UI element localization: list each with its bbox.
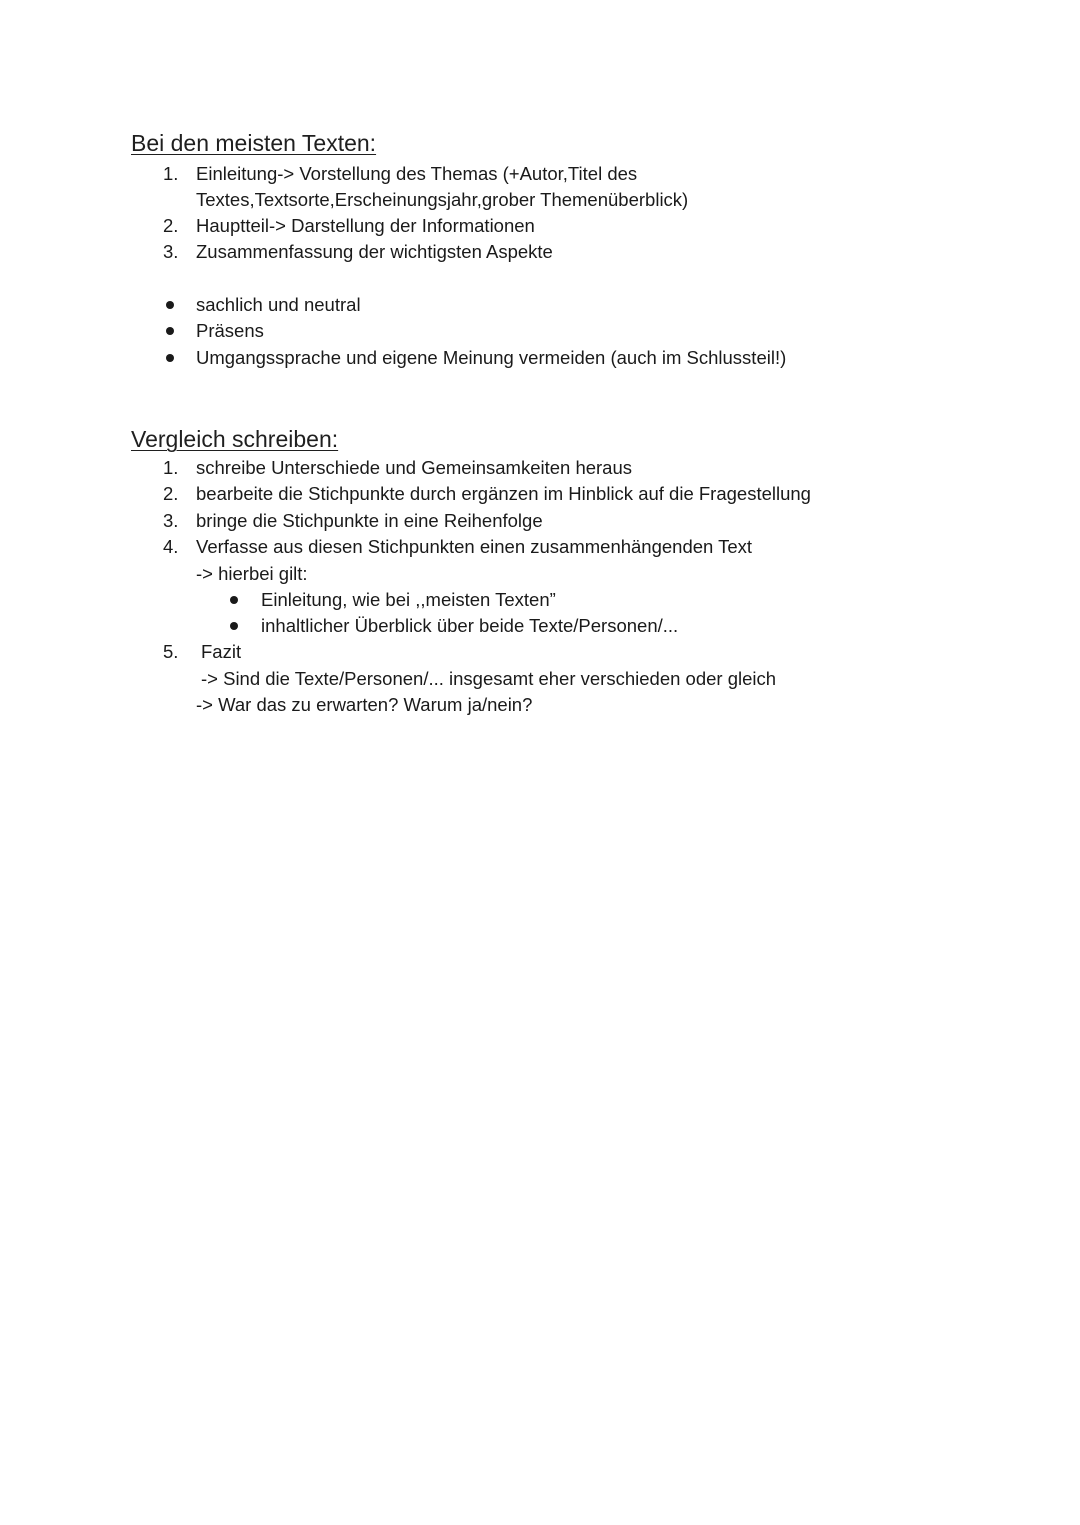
bullet-icon [166,301,174,309]
list-item-text-continued: Textes,Textsorte,Erscheinungsjahr,grober Themenüberblick) [196,189,689,210]
list-number: 1. [163,457,179,478]
list-item-text: Hauptteil-> Darstellung der Informationen [196,215,535,236]
sub-bullet-text: Einleitung, wie bei ,,meisten Texten” [261,589,556,610]
bullet-item-text: sachlich und neutral [196,294,361,315]
list-number: 3. [163,510,179,531]
list-item-text: Einleitung-> Vorstellung des Themas (+Autor,Titel des [196,163,638,184]
list-number: 1. [163,163,179,184]
section-heading-vergleich: Vergleich schreiben: [131,426,339,452]
bullet-icon [230,596,238,604]
bullet-icon [166,327,174,335]
sub-bullet-text: inhaltlicher Überblick über beide Texte/Personen/... [261,615,679,636]
list-item-text: schreibe Unterschiede und Gemeinsamkeiten heraus [196,457,633,478]
list-item-text: Verfasse aus diesen Stichpunkten einen zusammenhängenden Text [196,536,753,557]
list-number: 3. [163,241,179,262]
bullet-item-text: Präsens [196,320,264,341]
list-number: 4. [163,536,179,557]
fazit-line: -> Sind die Texte/Personen/... insgesamt eher verschieden oder gleich [201,668,777,689]
list-number: 2. [163,215,179,236]
list-item-text: Fazit [201,641,242,662]
bullet-icon [166,354,174,362]
bullet-item-text: Umgangssprache und eigene Meinung vermeiden (auch im Schlussteil!) [196,347,787,368]
list-item-text: bringe die Stichpunkte in eine Reihenfolge [196,510,543,531]
fazit-line: -> War das zu erwarten? Warum ja/nein? [196,694,533,715]
list-item-subtext: -> hierbei gilt: [196,563,308,584]
section-heading-meisten-texten: Bei den meisten Texten: [131,130,377,156]
bullet-icon [230,622,238,630]
list-item-text: bearbeite die Stichpunkte durch ergänzen im Hinblick auf die Fragestellung [196,483,811,504]
list-number: 2. [163,483,179,504]
list-number: 5. [163,641,179,662]
list-item-text: Zusammenfassung der wichtigsten Aspekte [196,241,553,262]
